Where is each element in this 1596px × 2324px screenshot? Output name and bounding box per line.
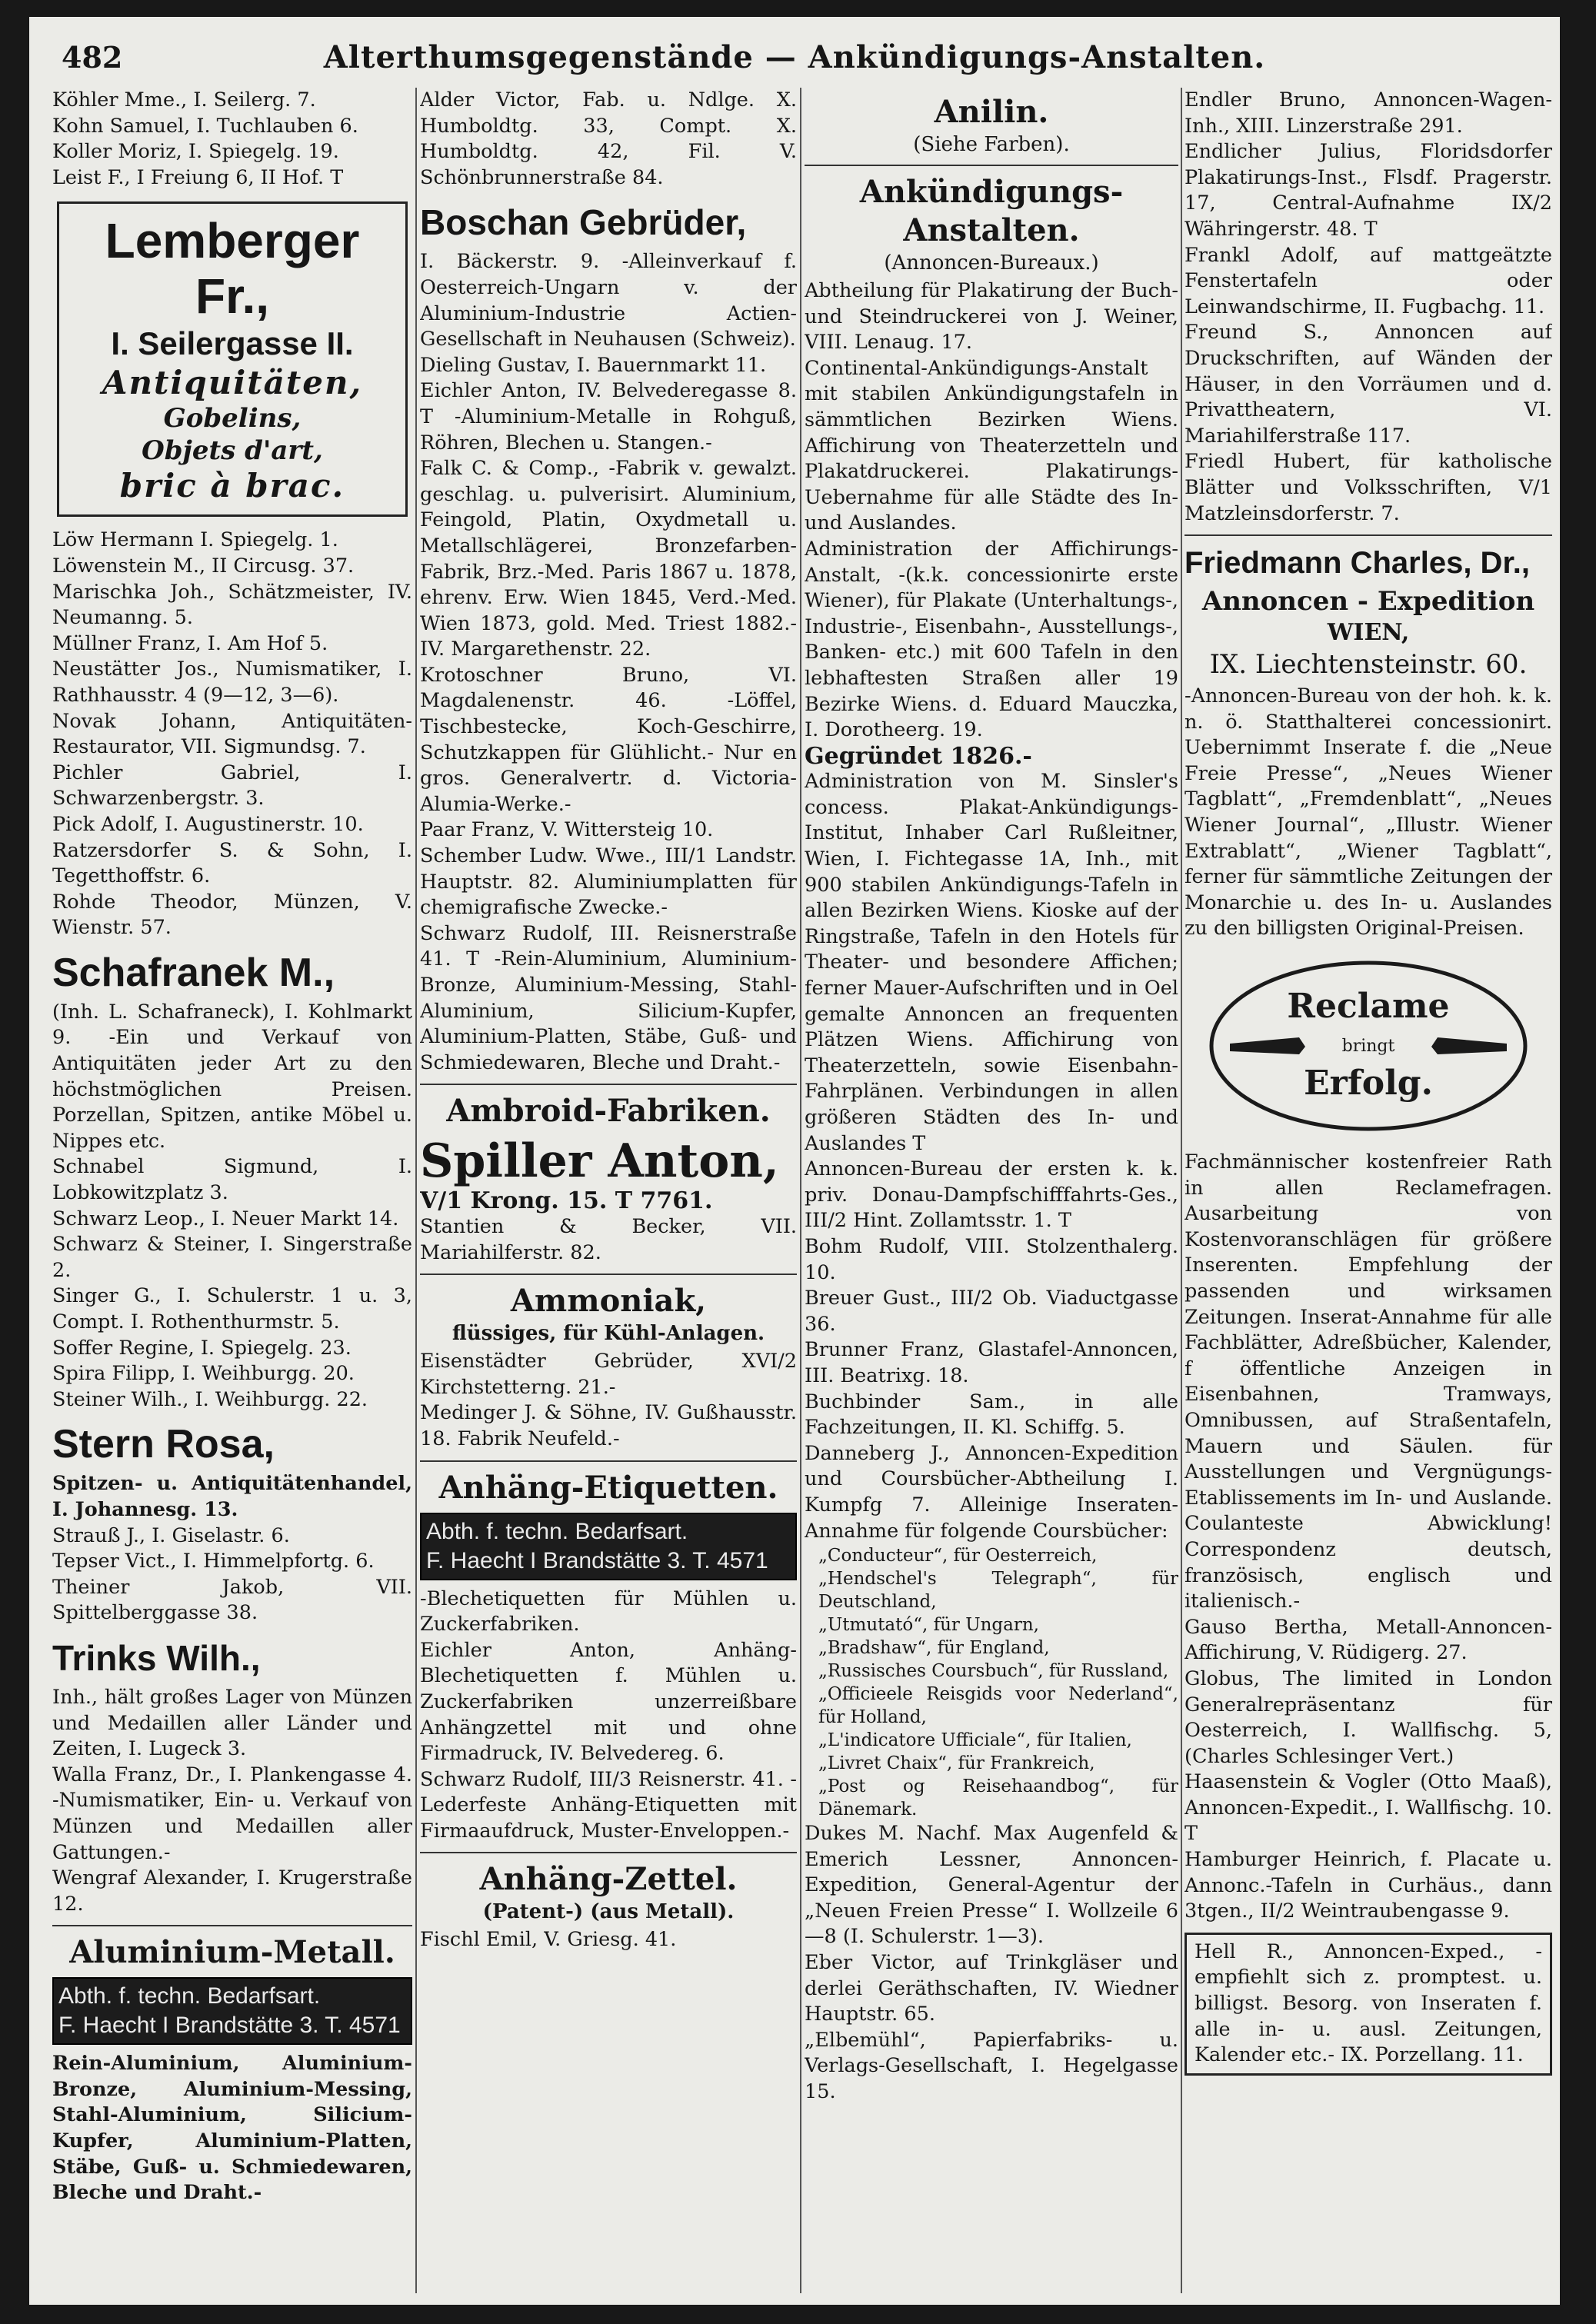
entry-list: [52, 1523, 412, 1626]
directory-entry: Soffer Regine, I. Spiegelg. 23.: [52, 1336, 352, 1360]
ad-line: bric à brac.: [119, 467, 345, 505]
directory-entry: Buchbinder Sam., in alle Fachzeitungen, II. Kl. Schiffg. 5.: [805, 1390, 1178, 1440]
page-header: [29, 29, 1560, 85]
directory-entry: „Post og Reisehaandbog“, für Dänemark.: [818, 1776, 1178, 1820]
reklame-line: Erfolg.: [1304, 1064, 1433, 1104]
entry-list: [52, 1763, 412, 1918]
section-subheading: (Siehe Farben).: [913, 133, 1070, 156]
pointing-hand-icon: [1431, 1037, 1507, 1054]
directory-entry: Koller Moriz, I. Spiegelg. 19.: [52, 140, 339, 164]
section-rule: [52, 1925, 412, 1926]
ad-address: I. Seilergasse II.: [111, 325, 354, 362]
section-subheading: (Patent-) (aus Metall).: [482, 1900, 735, 1924]
section-subheading: (Annoncen-Bureaux.): [884, 251, 1099, 275]
entry-list: [420, 1927, 797, 1953]
directory-entry: Spira Filipp, I. Weihburgg. 20.: [52, 1362, 355, 1386]
trinks-name: Trinks Wilh.,: [52, 1637, 261, 1678]
haecht-stamp: [420, 1513, 797, 1580]
boschan-text: I. Bäckerstr. 9. -Alleinverkauf f. Oesterreich-Ungarn v. der Aluminium-Industrie Actien-Gesellschaft in Neuhausen (Schweiz).: [420, 250, 797, 351]
entry-list: [805, 278, 1178, 744]
directory-entry: Eichler Anton, IV. Belvederegasse 8. T -Aluminium-Metalle in Rohguß, Röhren, Blechen u. Stangen.-: [420, 379, 797, 454]
directory-entry: „Hendschel's Telegraph“, für Deutschland,: [818, 1569, 1178, 1613]
directory-entry: Brunner Franz, Glastafel-Annoncen, III. Beatrixg. 18.: [805, 1338, 1178, 1387]
directory-entry: Danneberg J., Annoncen-Expedition und Coursbücher-Abtheilung I. Kumpfg 7. Alleinige Inseraten-Annahme für folgende Coursbücher:: [805, 1441, 1178, 1543]
section-heading: Aluminium-Metall.: [69, 1934, 395, 1971]
directory-entry: Wengraf Alexander, I. Krugerstraße 12.: [52, 1866, 412, 1916]
column-1: [52, 88, 412, 2295]
column-3: [805, 88, 1178, 2295]
directory-entry: Theiner Jakob, VII. Spittelberggasse 38.: [52, 1575, 412, 1625]
directory-entry: Fischl Emil, V. Griesg. 41.: [420, 1928, 677, 1952]
directory-entry: Krotoschner Bruno, VI. Magdalenenstr. 46. -Löffel, Tischbestecke, Koch-Geschirre, Schutzkappen für Glühlicht.- Nur en gros. Generalvertr. d. Victoria-Alumia-Werke.-: [420, 663, 797, 816]
reklame-line: Reclame: [1287, 987, 1450, 1027]
entry-list: [420, 1214, 797, 1266]
directory-entry: „Livret Chaix“, für Frankreich,: [818, 1753, 1095, 1774]
column-divider: [1181, 88, 1182, 2293]
section-rule: [420, 1852, 797, 1853]
directory-entry: Breuer Gust., III/2 Ob. Viaductgasse 36.: [805, 1287, 1178, 1336]
section-heading: Anhäng-Zettel.: [479, 1861, 738, 1898]
entry-list: [420, 1587, 797, 1845]
directory-entry: Globus, The limited in London Generalrepräsentanz für Oesterreich, I. Wallfischg. 5, (Charles Schlesinger Vert.): [1185, 1666, 1552, 1768]
directory-entry: Strauß J., I. Giselastr. 6.: [52, 1523, 290, 1547]
boschan-name: Boschan Gebrüder,: [420, 202, 747, 243]
directory-entry: „Officieele Reisgids voor Nederland“, für Holland,: [818, 1684, 1178, 1728]
gegruendet: Gegründet 1826.-: [805, 742, 1032, 770]
ad-line: Gobelins,: [163, 403, 302, 435]
stamp-line: Abth. f. techn. Bedarfsart.: [426, 1518, 688, 1544]
friedmann-name: Friedmann Charles, Dr.,: [1185, 546, 1531, 581]
directory-entry: Neustätter Jos., Numismatiker, I. Rathhausstr. 4 (9—12, 3—6).: [52, 658, 412, 707]
directory-entry: Schwarz Leop., I. Neuer Markt 14.: [52, 1207, 399, 1230]
entry-list: [1185, 1615, 1552, 1925]
directory-entry: „Russisches Coursbuch“, für Russland,: [818, 1661, 1169, 1682]
haecht-stamp: [52, 1977, 412, 2045]
section-heading: Ambroid-Fabriken.: [446, 1093, 771, 1130]
directory-entry: „Bradshaw“, für England,: [818, 1638, 1050, 1659]
directory-entry: Löwenstein M., II Circusg. 37.: [52, 554, 355, 578]
friedmann-line: Annoncen - Expedition: [1201, 586, 1535, 618]
directory-entry: Novak Johann, Antiquitäten-Restaurator, VII. Sigmundsg. 7.: [52, 709, 412, 759]
stern-name: Stern Rosa,: [52, 1422, 275, 1467]
ad-line: Antiquitäten,: [102, 364, 363, 402]
entry-list: [805, 769, 1178, 1544]
directory-entry: Annoncen-Bureau der ersten k. k. priv. Donau-Dampfschifffahrts-Ges., III/2 Hint. Zollamtsstr. 1. T: [805, 1157, 1178, 1233]
section-rule: [420, 1084, 797, 1085]
spiller-text: V/1 Krong. 15. T 7761.: [420, 1187, 713, 1215]
hell-text: Hell R., Annoncen-Exped., -empfiehlt sich z. promptest. u. billigst. Besorg. von Inseraten f. alle in- u. ausl. Zeitungen, Kalender etc.- IX. Porzellang. 11.: [1195, 1939, 1542, 2067]
entry-list: [420, 353, 797, 1077]
directory-entry: Eichler Anton, Anhäng-Blechetiquetten f. Mühlen u. Zuckerfabriken unzerreißbare Anhängzettel mit und ohne Firmadruck, IV. Belvedereg. 6.: [420, 1638, 797, 1766]
section-heading: Ammoniak,: [510, 1283, 707, 1320]
directory-entry: Medinger J. & Söhne, IV. Gußhausstr. 18. Fabrik Neufeld.-: [420, 1401, 797, 1450]
friedmann-line: WIEN,: [1327, 619, 1410, 647]
ad-name-2: Fr.,: [195, 268, 270, 325]
directory-entry: Endler Bruno, Annoncen-Wagen-Inh., XIII. Linzerstraße 291.: [1185, 88, 1552, 138]
directory-entry: Steiner Wilh., I. Weihburgg. 22.: [52, 1387, 368, 1411]
page-title: Alterthumsgegenstände — Ankündigungs-Anstalten.: [323, 38, 1266, 75]
directory-entry: Stantien & Becker, VII. Mariahilferstr. 82.: [420, 1214, 797, 1264]
column-divider: [415, 88, 417, 2293]
entry-list: [52, 88, 412, 191]
entry-list: [420, 1349, 797, 1452]
directory-entry: Ratzersdorfer S. & Sohn, I. Tegetthoffstr. 6.: [52, 838, 412, 888]
stamp-line: Abth. f. techn. Bedarfsart.: [58, 1983, 321, 2009]
spiller-name: Spiller Anton,: [420, 1134, 779, 1189]
directory-entry: Bohm Rudolf, VIII. Stolzenthalerg. 10.: [805, 1234, 1178, 1284]
directory-entry: Leist F., I Freiung 6, II Hof. T: [52, 165, 344, 189]
directory-entry: Friedl Hubert, für katholische Blätter und Volksschriften, V/1 Matzleinsdorferstr. 7.: [1185, 450, 1552, 525]
entry-list: [1185, 88, 1552, 527]
directory-entry: „Elbemühl“, Papierfabriks- u. Verlags-Gesellschaft, I. Hegelgasse 15.: [805, 2028, 1178, 2104]
directory-entry: Falk C. & Comp., -Fabrik v. gewalzt. geschlag. u. pulverisirt. Aluminium, Feingold, Platin, Oxydmetall u. Metallschlägerei, Bronzefarben-Fabrik, Brz.-Med. Paris 1867 u. 1878, ehrenv. Erw. Wien 1845, Verd.-Med. Wien 1873, gold. Med. Triest 1882.- IV. Margarethenstr. 22.: [420, 457, 797, 661]
stamp-line: F. Haecht I Brandstätte 3. T. 4571: [426, 1547, 768, 1573]
directory-entry: Schnabel Sigmund, I. Lobkowitzplatz 3.: [52, 1155, 412, 1205]
trinks-text: Inh., hält großes Lager von Münzen und Medaillen aller Länder und Zeiten, I. Lugeck 3.: [52, 1685, 412, 1761]
directory-page: [29, 17, 1560, 2305]
friedmann-text: -Annoncen-Bureau von der hoh. k. k. n. ö. Statthalterei concessionirt. Uebernimmt Inserate f. die „Neue Freie Presse“, „Neues Wiener Tagblatt“, „Fremdenblatt“, „Neues Wiener Journal“, „Illustr. Wiener Extrablatt“, „Wiener Tagblatt“, ferner für sämmtliche Zeitungen der Monarchie u. des In- u. Auslandes zu den billigsten Original-Preisen.: [1185, 684, 1552, 941]
directory-entry: „L'indicatore Ufficiale“, für Italien,: [818, 1730, 1132, 1751]
directory-entry: „Conducteur“, für Oesterreich,: [818, 1546, 1098, 1567]
directory-entry: -Blechetiquetten für Mühlen u. Zuckerfabriken.: [420, 1587, 797, 1636]
entry-list: [805, 1544, 1178, 1821]
directory-entry: Schwarz Rudolf, III/3 Reisnerstr. 41. -Lederfeste Anhäng-Etiquetten mit Firmaaufdruck, Muster-Enveloppen.-: [420, 1767, 797, 1843]
section-subheading: flüssiges, für Kühl-Anlagen.: [451, 1322, 765, 1346]
directory-entry: Abtheilung für Plakatirung der Buch- und Steindruckerei von J. Weiner, VIII. Lenaug. 17.: [805, 279, 1178, 355]
directory-entry: Tepser Vict., I. Himmelpfortg. 6.: [52, 1550, 375, 1573]
ad-line: Objets d'art,: [142, 435, 323, 467]
directory-entry: Schwarz Rudolf, III. Reisnerstraße 41. T -Rein-Aluminium, Aluminium-Bronze, Aluminium-Messing, Stahl-Aluminium, Silicium-Kupfer, Aluminium-Platten, Stäbe, Guß- und Schmiedewaren, Bleche und Draht.-: [420, 921, 797, 1074]
directory-entry: Freund S., Annoncen auf Druckschriften, auf Wänden der Häuser, in den Vorräumen und d. Privattheatern, VI. Mariahilferstraße 117.: [1185, 321, 1552, 448]
directory-entry: Kohn Samuel, I. Tuchlauben 6.: [52, 114, 358, 138]
entry-list: [420, 88, 797, 191]
pointing-hand-icon: [1230, 1037, 1305, 1054]
directory-entry: Eisenstädter Gebrüder, XVI/2 Kirchstetterng. 21.-: [420, 1350, 797, 1399]
directory-entry: Alder Victor, Fab. u. Ndlge. X. Humboldtg. 33, Compt. X. Humboldtg. 42, Fil. V. Schönbrunnerstraße 84.: [420, 88, 797, 189]
directory-entry: Singer G., I. Schulerstr. 1 u. 3, Compt. I. Rothenthurmstr. 5.: [52, 1284, 412, 1333]
directory-entry: Endlicher Julius, Floridsdorfer Plakatirungs-Inst., Flsdf. Pragerstr. 17, Central-Aufnahme IX/2 Währingerstr. 48. T: [1185, 140, 1552, 241]
directory-entry: Frankl Adolf, auf mattgeätzte Fenstertafeln oder Leinwandschirme, II. Fugbachg. 11.: [1185, 243, 1552, 318]
directory-entry: Gauso Bertha, Metall-Annoncen-Affichirung, V. Rüdigerg. 27.: [1185, 1615, 1552, 1665]
rath-text: Fachmännischer kostenfreier Rath in allen Reclamefragen. Ausarbeitung von Kostenvoranschlägen für größere Inserenten. Empfehlung der passenden und wirksamen Zeitungen. Inserat-Annahme für alle Fachblätter, Adreßbücher, Kalender, f öffentliche Anzeigen in Eisenbahnen, Tramways, Omnibussen, auf Straßentafeln, Mauern und Säulen. für Ausstellungen und Vergnügungs-Etablissements im In- und Auslande. Coulanteste Abwicklung! Correspondenz deutsch, französisch, englisch und italienisch.-: [1185, 1150, 1552, 1613]
column-divider: [800, 88, 801, 2293]
column-4: [1185, 88, 1552, 2295]
directory-entry: Administration der Affichirungs-Anstalt, -(k.k. concessionirte erste Wiener), für Plakate (Unterhaltungs-, Industrie-, Eisenbahn-, Ausstellungs-, Banken- etc.) mit 600 Tafeln in den lebhaftesten Straßen aller 19 Bezirke Wiens. d. Eduard Mauczka, I. Dorotheerg. 19.: [805, 537, 1178, 742]
section-heading: Anhäng-Etiquetten.: [438, 1469, 778, 1506]
stamp-line: F. Haecht I Brandstätte 3. T. 4571: [58, 2013, 401, 2039]
directory-entry: Rohde Theodor, Münzen, V. Wienstr. 57.: [52, 890, 412, 940]
entry-list: [52, 528, 412, 941]
entry-list: [52, 1154, 412, 1413]
section-rule: [420, 1460, 797, 1462]
schafranek-name: Schafranek M.,: [52, 950, 335, 995]
section-heading: Anilin.: [934, 94, 1049, 130]
section-heading: Ankündigungs-: [859, 174, 1124, 210]
directory-entry: Haasenstein & Vogler (Otto Maaß), Annoncen-Expedit., I. Wallfischg. 10. T: [1185, 1770, 1552, 1846]
column-2: [420, 88, 797, 2295]
directory-entry: Müllner Franz, I. Am Hof 5.: [52, 631, 328, 655]
directory-entry: Eber Victor, auf Trinkgläser und derlei Geräthschaften, IV. Wiedner Hauptstr. 65.: [805, 1951, 1178, 2026]
aluminium-text: Rein-Aluminium, Aluminium-Bronze, Aluminium-Messing, Stahl-Aluminium, Silicium-Kupfer, Aluminium-Platten, Stäbe, Guß- u. Schmiedewaren, Bleche und Draht.-: [52, 2052, 412, 2205]
friedmann-line: IX. Liechtensteinstr. 60.: [1209, 649, 1528, 681]
reklame-line: bringt: [1341, 1037, 1395, 1057]
directory-entry: Pichler Gabriel, I. Schwarzenbergstr. 3.: [52, 761, 412, 811]
directory-entry: Köhler Mme., I. Seilerg. 7.: [52, 88, 316, 112]
entry-list: [805, 1821, 1178, 2106]
page-number: 482: [62, 40, 123, 75]
reklame-oval-ad: [1207, 957, 1530, 1134]
directory-entry: Dukes M. Nachf. Max Augenfeld & Emerich Lessner, Annoncen-Expedition, General-Agentur der „Neuen Freien Presse“ I. Wollzeile 6—8 (I. Schulerstr. 1—3).: [805, 1822, 1178, 1949]
section-rule: [1185, 534, 1552, 536]
lemberger-ad: [57, 201, 408, 517]
directory-entry: Continental-Ankündigungs-Anstalt mit stabilen Ankündigungstafeln in sämmtlichen Bezirken Wiens. Affichirung von Theaterzetteln und Plakatdruckerei. Plakatirungs-Uebernahme für alle Städte des In- und Auslandes.: [805, 356, 1178, 535]
directory-entry: Schwarz & Steiner, I. Singerstraße 2.: [52, 1233, 412, 1282]
directory-entry: Administration von M. Sinsler's concess. Plakat-Ankündigungs-Institut, Inhaber Carl Rußleitner, Wien, I. Fichtegasse 1A, Inh., mit 900 stabilen Ankündigungs-Tafeln in allen Bezirken Wiens. Kioske auf der Ringstraße, Tafeln in den Hotels für Theater- und besondere Affichen; ferner Mauer-Aufschriften und in Oel gemalte Annoncen an frequenten Plätzen Wiens. Affichirung von Theaterzetteln, sowie Eisenbahn-Fahrplänen. Verbindungen in allen größeren Städten des In- und Auslandes T: [805, 770, 1178, 1155]
directory-entry: Hamburger Heinrich, f. Placate u. Annonc.-Tafeln in Curhäus., dann 3tgen., II/2 Weintraubengasse 9.: [1185, 1848, 1552, 1923]
ad-name: Lemberger: [105, 213, 360, 269]
stern-text: Spitzen- u. Antiquitätenhandel, I. Johannesg. 13.: [52, 1472, 412, 1521]
directory-entry: Löw Hermann I. Spiegelg. 1.: [52, 528, 338, 552]
schafranek-text: (Inh. L. Schafraneck), I. Kohlmarkt 9. -Ein und Verkauf von Antiquitäten jeder Art zu den höchstmöglichen Preisen. Porzellan, Spitzen, antike Möbel u. Nippes etc.: [52, 1000, 412, 1153]
directory-entry: „Utmutató“, für Ungarn,: [818, 1615, 1039, 1636]
directory-entry: Dieling Gustav, I. Bauernmarkt 11.: [420, 353, 767, 377]
section-rule: [420, 1274, 797, 1275]
hell-ad: [1185, 1933, 1552, 2076]
directory-entry: Pick Adolf, I. Augustinerstr. 10.: [52, 812, 364, 836]
directory-entry: Marischka Joh., Schätzmeister, IV. Neumanng. 5.: [52, 580, 412, 630]
section-rule: [805, 165, 1178, 166]
section-heading: Anstalten.: [903, 212, 1080, 248]
directory-entry: Paar Franz, V. Wittersteig 10.: [420, 818, 714, 842]
directory-entry: Walla Franz, Dr., I. Plankengasse 4. -Numismatiker, Ein- u. Verkauf von Münzen und Medaillen aller Gattungen.-: [52, 1763, 412, 1864]
directory-entry: Schember Ludw. Wwe., III/1 Landstr. Hauptstr. 82. Aluminiumplatten für chemigrafische Zwecke.-: [420, 844, 797, 920]
